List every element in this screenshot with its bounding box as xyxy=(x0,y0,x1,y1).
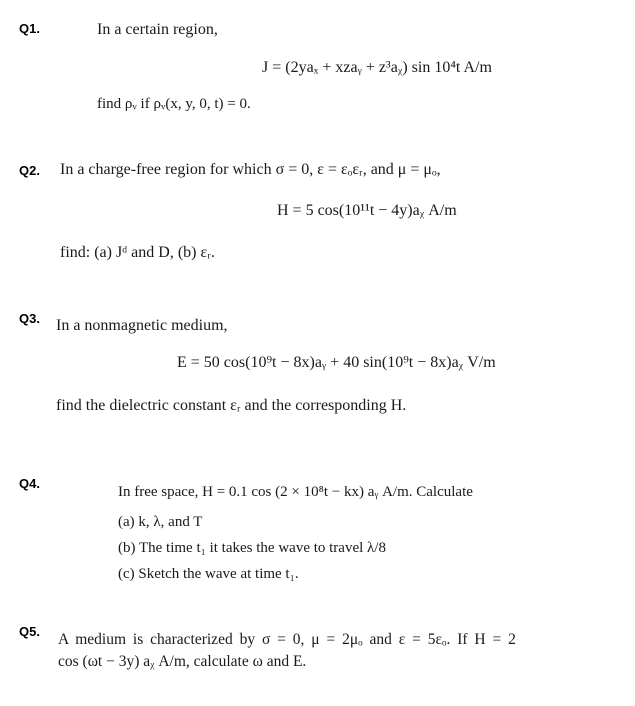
q4-part-a: (a) k, λ, and T xyxy=(118,514,203,530)
q2-equation: H = 5 cos(10¹¹t − 4y)aᵪ A/m xyxy=(277,202,457,219)
q4-part-b: (b) The time t₁ it takes the wave to travel λ/8 xyxy=(118,540,386,556)
q2-find: find: (a) Jᵈ and D, (b) εᵣ. xyxy=(60,244,215,261)
q5-line-1: A medium is characterized by σ = 0, μ = 2μₒ and ε = 5εₒ. If H = 2 xyxy=(58,631,516,648)
question-number-4: Q4. xyxy=(19,476,40,491)
q4-intro: In free space, H = 0.1 cos (2 × 10⁸t − kx) aᵧ A/m. Calculate xyxy=(118,484,473,500)
q2-intro: In a charge-free region for which σ = 0, ε = εₒεᵣ, and μ = μₒ, xyxy=(60,161,441,178)
q3-find: find the dielectric constant εᵣ and the corresponding H. xyxy=(56,397,407,414)
q1-equation: J = (2yaₓ + xzaᵧ + z³aᵪ) sin 10⁴t A/m xyxy=(262,59,492,76)
q3-equation: E = 50 cos(10⁹t − 8x)aᵧ + 40 sin(10⁹t − 8x)aᵪ V/m xyxy=(177,354,496,371)
q4-part-c: (c) Sketch the wave at time t₁. xyxy=(118,566,299,582)
question-number-3: Q3. xyxy=(19,311,40,326)
q1-intro: In a certain region, xyxy=(97,21,218,38)
question-number-1: Q1. xyxy=(19,21,40,36)
question-number-5: Q5. xyxy=(19,624,40,639)
q3-intro: In a nonmagnetic medium, xyxy=(56,317,228,334)
q5-line-2: cos (ωt − 3y) aᵪ A/m, calculate ω and E. xyxy=(58,653,307,670)
q1-find: find ρᵥ if ρᵥ(x, y, 0, t) = 0. xyxy=(97,96,251,112)
question-number-2: Q2. xyxy=(19,163,40,178)
